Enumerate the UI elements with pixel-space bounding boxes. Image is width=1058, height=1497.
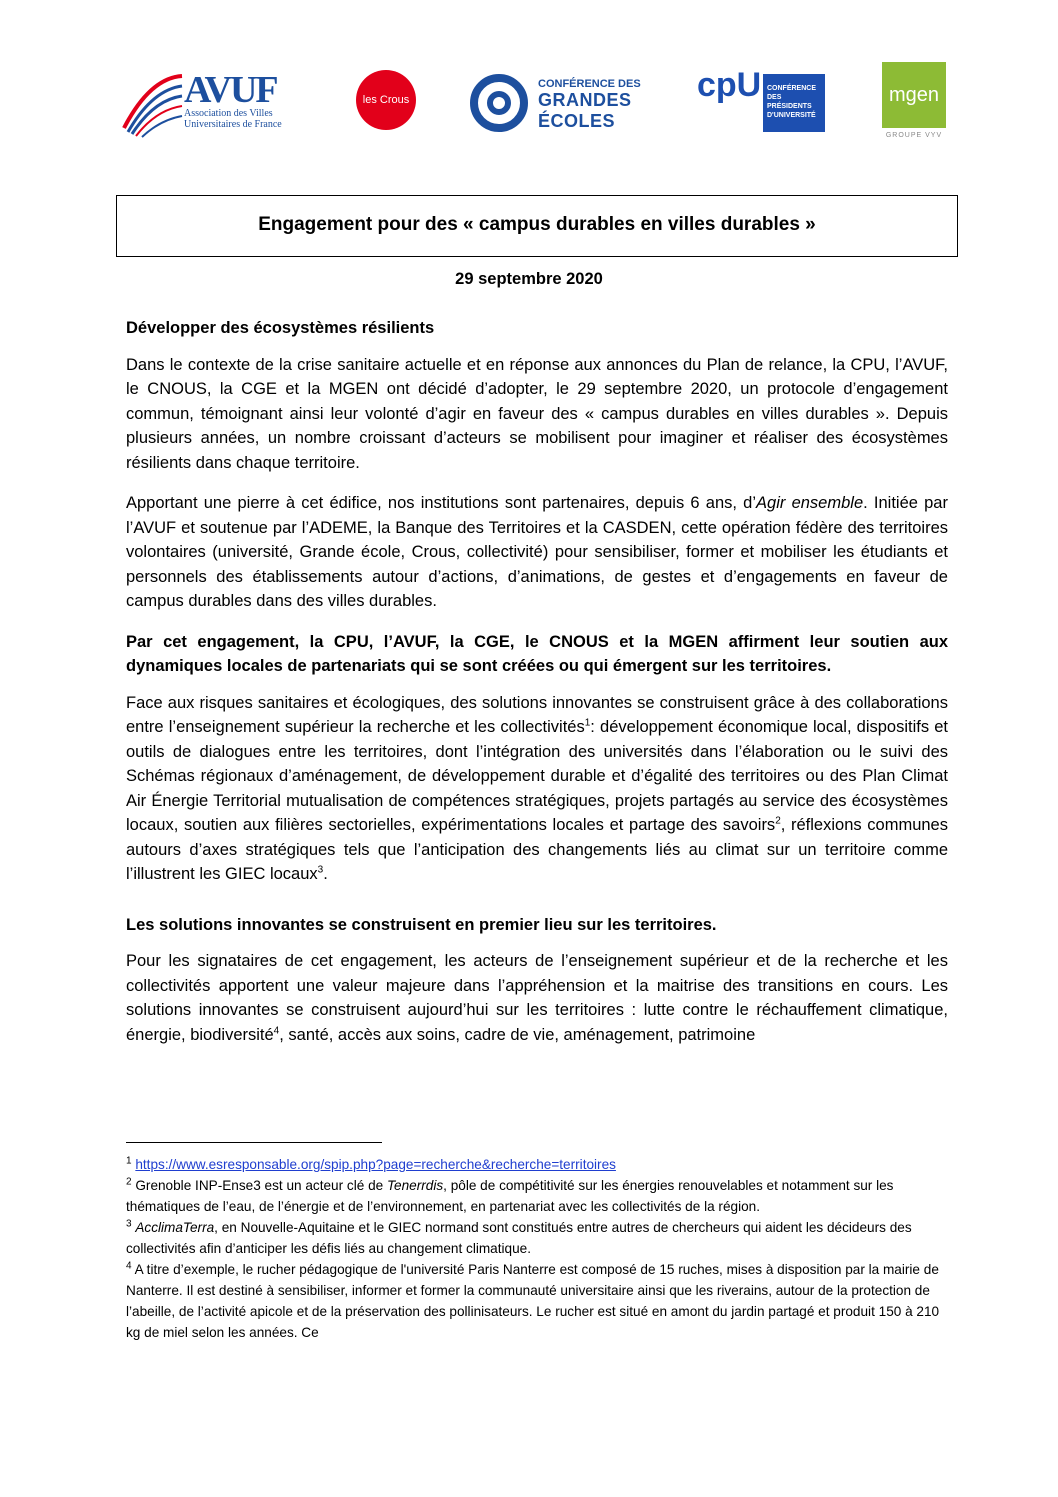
- avuf-emblem-icon: [120, 68, 184, 138]
- paragraph-3: [126, 691, 948, 887]
- footnotes: [126, 1154, 948, 1343]
- paragraph-2-text-b: . Initiée par l’AVUF et soutenue par l’ADEME, la Banque des Territoires et la CASDEN, cette opération fédère des territoires volontaires (université, Grande école, Crous, collectivité) pour sensibiliser, former et mobiliser les étudiants et personnels des établissements autour d’actions, d’animations, de gestes et d’engagements en faveur de campus durables dans des villes durables.: [126, 494, 948, 610]
- crous-logo: les Crous: [356, 70, 416, 130]
- footnote-4-number: 4: [126, 1260, 132, 1272]
- cge-line1: CONFÉRENCE DES: [538, 78, 641, 90]
- paragraph-3-text-d: .: [323, 865, 328, 883]
- paragraph-3-text-c: , réflexions communes autours d’axes stratégiques tels que l’anticipation des changements liés au climat sur un territoire comme l’illustrent les GIEC locaux: [126, 816, 948, 883]
- footnote-1-link[interactable]: https://www.esresponsable.org/spip.php?page=recherche&recherche=territoires: [135, 1157, 616, 1172]
- footnote-3-emphasis: AcclimaTerra: [135, 1220, 215, 1235]
- document-title: Engagement pour des « campus durables en villes durables »: [258, 214, 816, 235]
- document-date: 29 septembre 2020: [455, 270, 603, 288]
- footnote-ref-3[interactable]: 3: [317, 864, 324, 876]
- footnote-separator: [126, 1142, 382, 1143]
- footnote-3: [126, 1217, 948, 1259]
- paragraph-3-text-b: : développement économique local, dispositifs et outils de dialogues entre les territoires, dont l’intégration des universités dans l’élaboration ou le suivi des Schémas régionaux d’aménagement, de développement durable et d’égalité des territoires ou des Plan Climat Air Énergie Territorial mutualisation de compétences stratégiques, projets partagés au service des écosystèmes locaux, soutien aux filières sectorielles, expérimentations locales et partage des savoirs: [126, 718, 948, 834]
- footnote-2: [126, 1175, 948, 1217]
- footnote-ref-1[interactable]: 1: [584, 717, 591, 729]
- footnote-4: [126, 1259, 948, 1343]
- footnote-3-text: , en Nouvelle-Aquitaine et le GIEC normand sont constitués entre autres de chercheurs qui aident les décideurs des collectivités afin d’anticiper les défis liés au changement climatique.: [126, 1220, 912, 1256]
- footnote-3-number: 3: [126, 1218, 132, 1230]
- footnote-2-text-a: Grenoble INP-Ense3 est un acteur clé de: [131, 1178, 387, 1193]
- footnote-2-text-b: , pôle de compétitivité sur les énergies renouvelables et notamment sur les thématiques de l’eau, de l’énergie et de l’environnement, en partenariat avec les collectivités de la région.: [126, 1178, 894, 1214]
- footnote-1-number: 1: [126, 1155, 132, 1167]
- paragraph-2-text-a: Apportant une pierre à cet édifice, nos institutions sont partenaires, depuis 6 ans, d’: [126, 494, 757, 512]
- cpu-logo: [697, 66, 827, 134]
- cge-logo: [470, 74, 650, 134]
- document-body: [126, 316, 948, 1047]
- paragraph-4-text-a: Pour les signataires de cet engagement, les acteurs de l’enseignement supérieur et de la recherche et les collectivités apportent une valeur majeure dans l’appréhension et la maitrise des transitions en cours. Les solutions innovantes se construisent aujourd’hui sur les territoires : lutte contre le réchauffement climatique, énergie, biodiversité: [126, 952, 948, 1044]
- section-heading-2: Les solutions innovantes se construisent en premier lieu sur les territoires.: [126, 915, 717, 934]
- cge-line3: ÉCOLES: [538, 111, 616, 131]
- footnote-2-emphasis: Tenerrdis: [386, 1178, 444, 1193]
- mgen-subtitle: GROUPE VYV: [885, 132, 943, 139]
- footnote-2-number: 2: [126, 1176, 132, 1188]
- paragraph-3-text-a: Face aux risques sanitaires et écologiques, des solutions innovantes se construisent grâce à des collaborations entre l’enseignement supérieur la recherche et les collectivités: [126, 693, 948, 736]
- avuf-title: AVUF: [184, 69, 277, 111]
- avuf-subtitle-line1: Association des Villes: [184, 108, 273, 119]
- avuf-logo: [120, 68, 305, 144]
- mgen-logo: mgen: [882, 62, 946, 128]
- cpu-letters: cpU: [697, 66, 762, 104]
- paragraph-4-text-b: , santé, accès aux soins, cadre de vie, aménagement, patrimoine: [279, 1025, 756, 1044]
- paragraph-2: [126, 491, 948, 614]
- paragraph-4: [126, 949, 948, 1047]
- agir-ensemble-emphasis: Agir ensemble: [756, 494, 864, 512]
- cge-line2: GRANDES: [538, 90, 632, 110]
- footnote-ref-2[interactable]: 2: [775, 815, 781, 827]
- avuf-subtitle-line2: Universitaires de France: [184, 119, 282, 130]
- cge-emblem-inner: [487, 91, 511, 115]
- footnote-4-text: A titre d’exemple, le rucher pédagogique de l'université Paris Nanterre est composé de 15 ruches, mises à disposition par la mairie de Nanterre. Il est destiné à sensibiliser, informer et former la communauté universitaire ainsi que les riverains, autour de la protection de l’abeille, de l’activité apicole et de la préservation des pollinisateurs. Le rucher est situé en amont du jardin partagé et produit 150 à 210 kg de miel selon les années. Ce: [126, 1262, 940, 1340]
- footnote-1: [126, 1154, 948, 1175]
- avuf-subtitle: [184, 108, 282, 130]
- footnote-ref-4[interactable]: 4: [273, 1025, 280, 1036]
- title-box: [116, 195, 958, 257]
- bold-statement: Par cet engagement, la CPU, l’AVUF, la CGE, le CNOUS et la MGEN affirment leur soutien aux dynamiques locales de partenariats qui se sont créées ou qui émergent sur les territoires.: [126, 632, 948, 675]
- partner-logos: [120, 62, 960, 152]
- cpu-label: CONFÉRENCE DES PRÉSIDENTS D'UNIVERSITÉ: [763, 74, 825, 132]
- paragraph-1: Dans le contexte de la crise sanitaire actuelle et en réponse aux annonces du Plan de relance, la CPU, l’AVUF, le CNOUS, la CGE et la MGEN ont décidé d’adopter, le 29 septembre 2020, un protocole d’engagement commun, témoignant ainsi leur volonté d’agir en faveur des « campus durables en villes durables ». Depuis plusieurs années, un nombre croissant d’acteurs se mobilisent pour imaginer et réaliser des écosystèmes résilients dans chaque territoire.: [126, 355, 948, 472]
- section-heading-1: Développer des écosystèmes résilients: [126, 319, 435, 337]
